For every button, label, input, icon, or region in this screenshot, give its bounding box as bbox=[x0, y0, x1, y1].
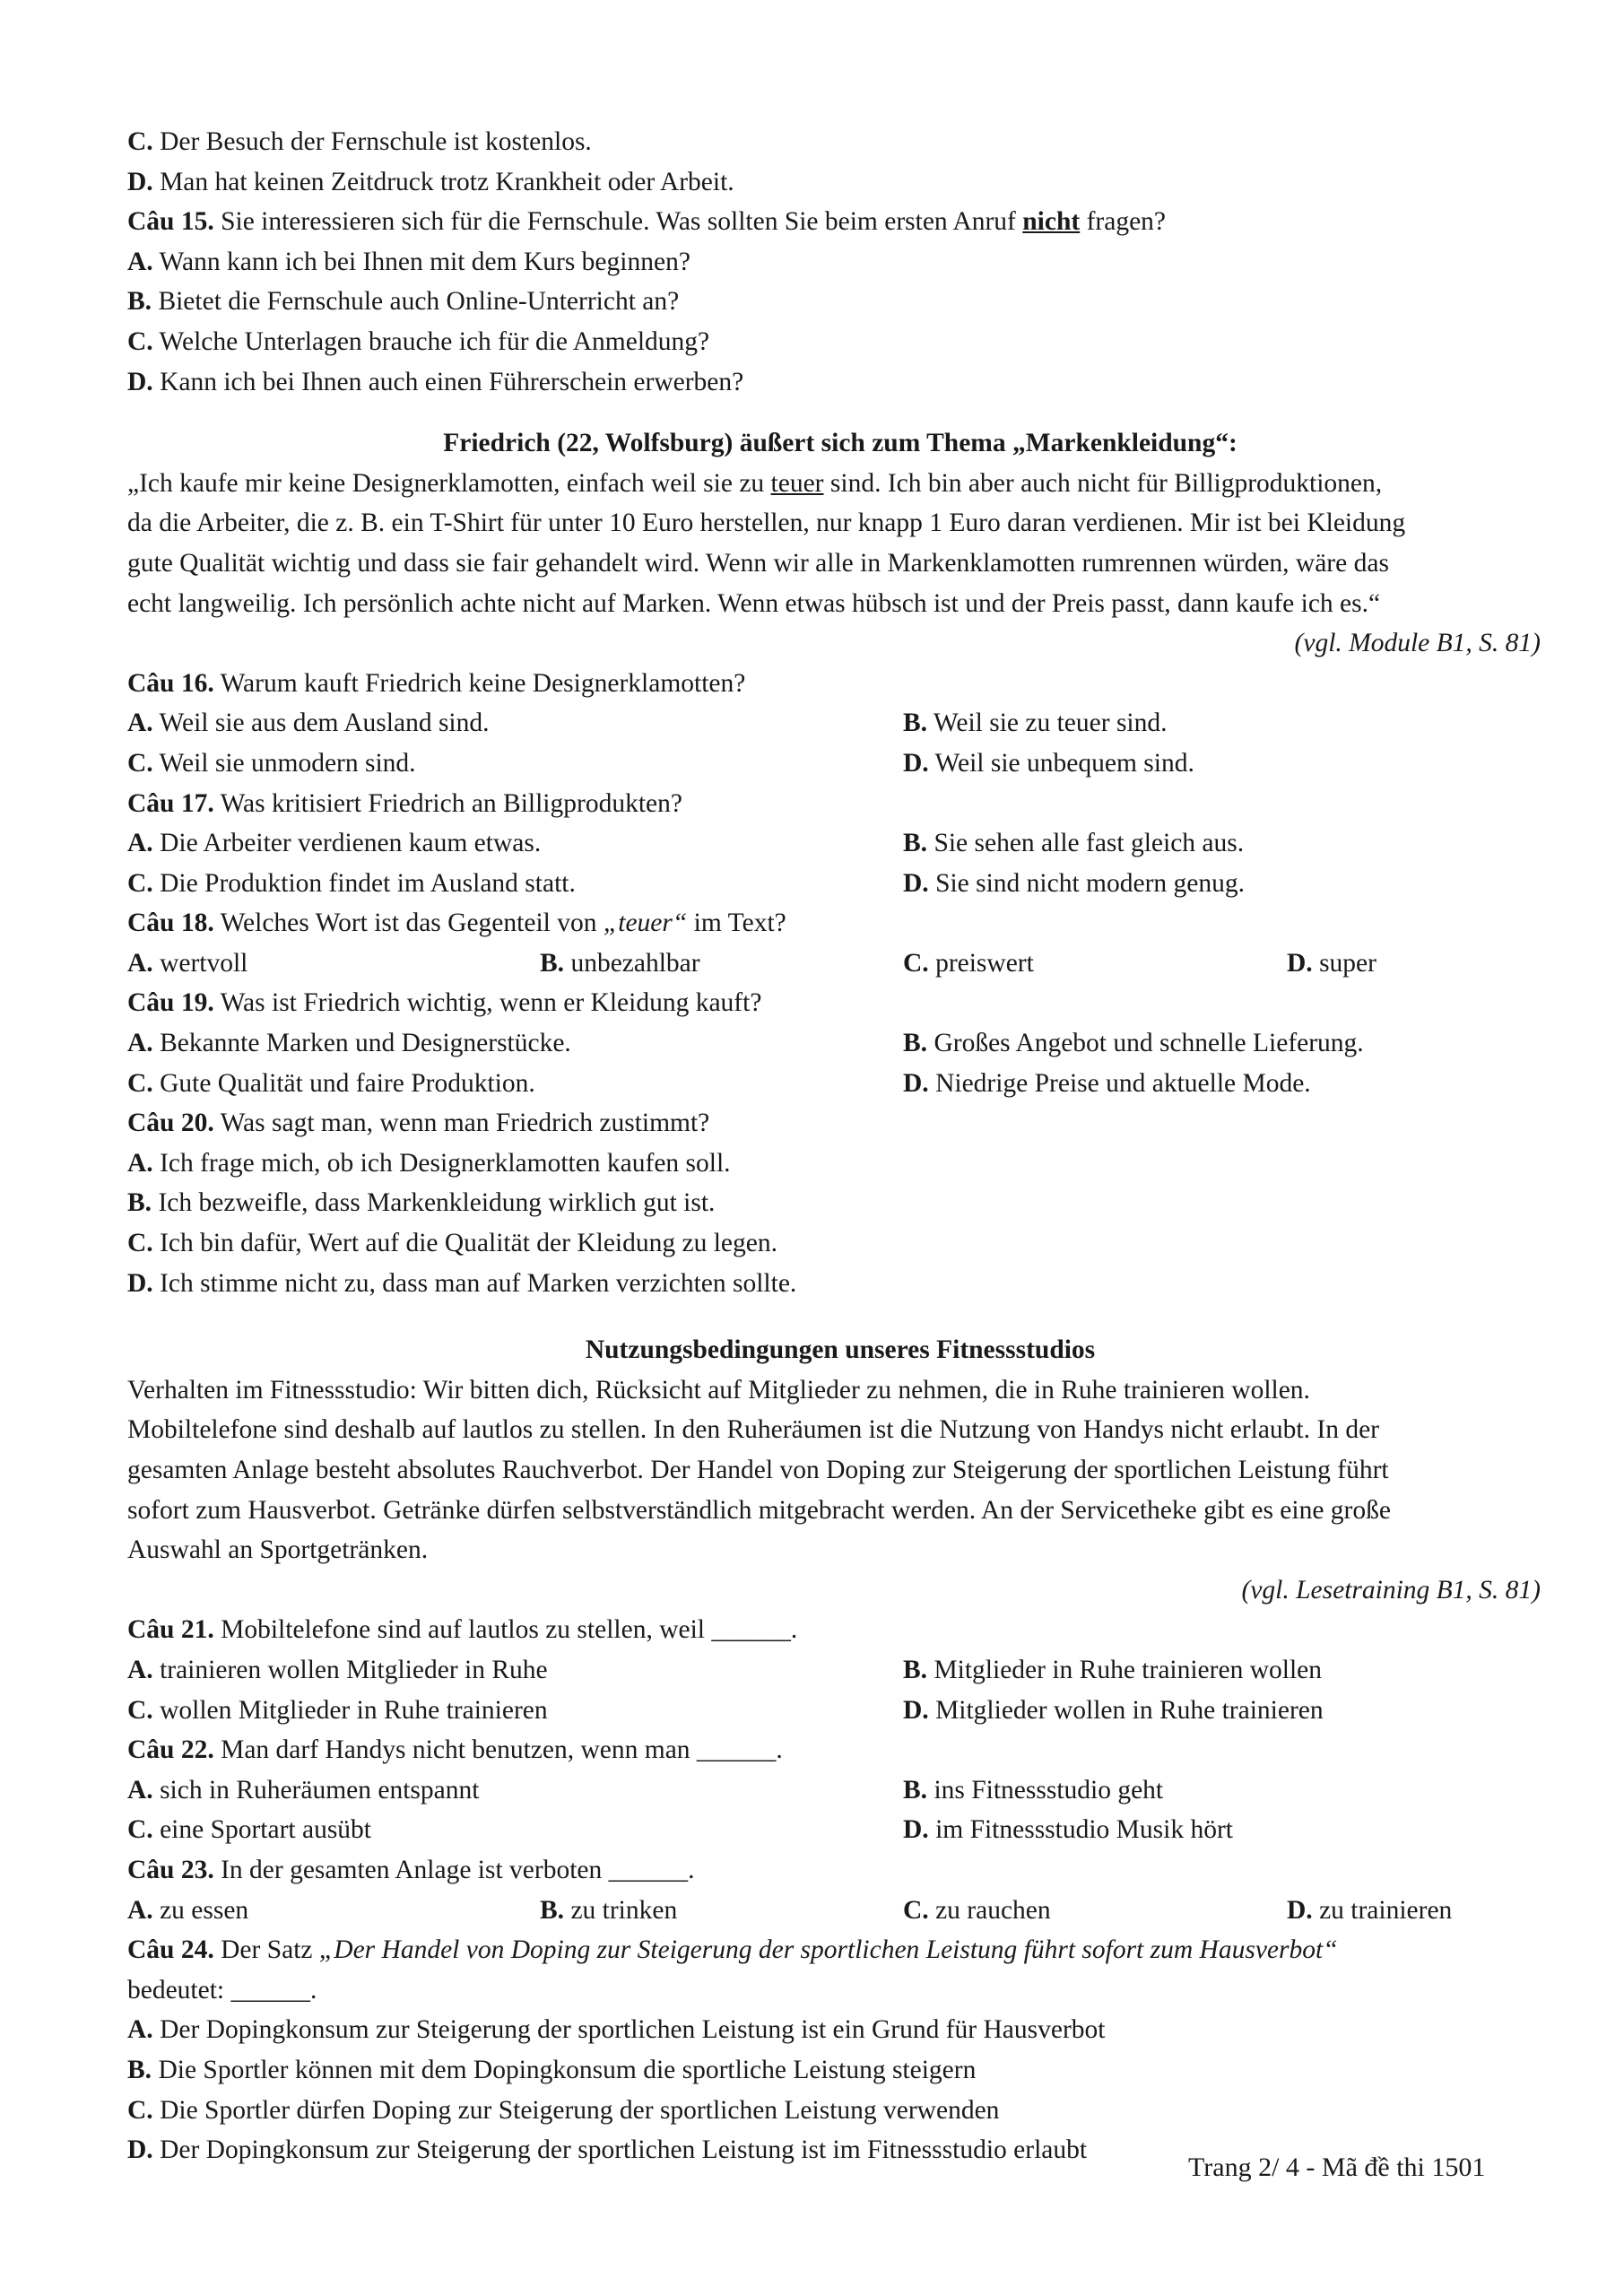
option-c: Weil sie unmodern sind. bbox=[159, 748, 416, 778]
option-d: Niedrige Preise und aktuelle Mode. bbox=[935, 1068, 1311, 1098]
option-b: Mitglieder in Ruhe trainieren wollen bbox=[934, 1655, 1322, 1684]
question-16 bbox=[127, 664, 1553, 704]
option-row: C. Gute Qualität und faire Produktion. D. Niedrige Preise und aktuelle Mode. bbox=[127, 1068, 1311, 1098]
question-text: fragen? bbox=[1080, 207, 1167, 237]
passage-line: Verhalten im Fitnessstudio: Wir bitten dich, Rücksicht auf Mitglieder zu nehmen, die in Ruhe trainieren wollen. bbox=[127, 1375, 1310, 1405]
option-c: eine Sportart ausübt bbox=[160, 1815, 372, 1845]
passage-line: echt langweilig. Ich persönlich achte nicht auf Marken. Wenn etwas hübsch ist und der Preis passt, dann kaufe ich es.“ bbox=[127, 588, 1381, 618]
option-b: Weil sie zu teuer sind. bbox=[933, 709, 1168, 738]
option-d: Sie sind nicht modern genug. bbox=[935, 868, 1246, 898]
question-23 bbox=[127, 1850, 1553, 1891]
question-19 bbox=[127, 983, 1553, 1023]
option-a: Weil sie aus dem Ausland sind. bbox=[159, 709, 490, 738]
option-b: Ich bezweifle, dass Markenkleidung wirklich gut ist. bbox=[158, 1188, 716, 1218]
option-line bbox=[127, 122, 1553, 162]
option-a: trainieren wollen Mitglieder in Ruhe bbox=[160, 1655, 548, 1684]
option-row: A. Die Arbeiter verdienen kaum etwas. B. Sie sehen alle fast gleich aus. bbox=[127, 829, 1245, 858]
option-b: Sie sehen alle fast gleich aus. bbox=[934, 829, 1245, 858]
option-text: Wann kann ich bei Ihnen mit dem Kurs beginnen? bbox=[159, 247, 690, 276]
option-row: C. wollen Mitglieder in Ruhe trainieren D. Mitglieder wollen in Ruhe trainieren bbox=[127, 1695, 1324, 1725]
passage-source: (vgl. Module B1, S. 81) bbox=[1294, 629, 1541, 658]
option-line: C. Ich bin dafür, Wert auf die Qualität der Kleidung zu legen. bbox=[127, 1229, 777, 1258]
option-c: Ich bin dafür, Wert auf die Qualität der Kleidung zu legen. bbox=[160, 1229, 777, 1258]
option-row: C. eine Sportart ausübt D. im Fitnessstudio Musik hört bbox=[127, 1815, 1233, 1845]
passage-title: Friedrich (22, Wolfsburg) äußert sich zum Thema „Markenkleidung“: bbox=[443, 429, 1238, 458]
option-d: im Fitnessstudio Musik hört bbox=[935, 1815, 1233, 1845]
option-row: A. sich in Ruheräumen entspannt B. ins Fitnessstudio geht bbox=[127, 1775, 1164, 1805]
option-text: Kann ich bei Ihnen auch einen Führerschein erwerben? bbox=[160, 367, 744, 396]
question-21 bbox=[127, 1610, 1553, 1650]
option-b: ins Fitnessstudio geht bbox=[934, 1775, 1164, 1805]
option-c: wollen Mitglieder in Ruhe trainieren bbox=[160, 1695, 548, 1725]
option-a: zu essen bbox=[160, 1895, 249, 1925]
passage-line: gute Qualität wichtig und dass sie fair gehandelt wird. Wenn wir alle in Markenklamotten rumrennen würden, wäre das bbox=[127, 548, 1389, 578]
option-line: D. Der Dopingkonsum zur Steigerung der sportlichen Leistung ist im Fitnessstudio erlaubt bbox=[127, 2135, 1088, 2165]
question-text: Warum kauft Friedrich keine Designerklamotten? bbox=[220, 668, 746, 698]
option-row: A. Bekannte Marken und Designerstücke. B. Großes Angebot und schnelle Lieferung. bbox=[127, 1029, 1364, 1058]
passage-line: Mobiltelefone sind deshalb auf lautlos zu stellen. In den Ruheräumen ist die Nutzung von Handys nicht erlaubt. In der bbox=[127, 1415, 1379, 1445]
passage-line: sofort zum Hausverbot. Getränke dürfen selbstverständlich mitgebracht werden. An der Servicetheke gibt es eine große bbox=[127, 1495, 1391, 1525]
question-17 bbox=[127, 784, 1553, 824]
question-number: Câu 24. bbox=[127, 1935, 214, 1965]
question-number: Câu 16. bbox=[127, 668, 214, 698]
option-c: Gute Qualität und faire Produktion. bbox=[160, 1068, 535, 1098]
option-d: Ich stimme nicht zu, dass man auf Marken verzichten sollte. bbox=[160, 1268, 797, 1298]
passage-title: Nutzungsbedingungen unseres Fitnessstudios bbox=[585, 1335, 1096, 1365]
passage-line: „Ich kaufe mir keine Designerklamotten, einfach weil sie zu teuer sind. Ich bin aber auch nicht für Billigproduktionen, bbox=[127, 468, 1383, 498]
question-text: Mobiltelefone sind auf lautlos zu stellen, weil ______. bbox=[221, 1615, 798, 1645]
option-line: B. Die Sportler können mit dem Dopingkonsum die sportliche Leistung steigern bbox=[127, 2055, 977, 2084]
option-a: Bekannte Marken und Designerstücke. bbox=[160, 1029, 571, 1058]
option-row: C. Weil sie unmodern sind. D. Weil sie unbequem sind. bbox=[127, 748, 1194, 778]
question-emphasis: nicht bbox=[1022, 207, 1081, 237]
option-row: A. trainieren wollen Mitglieder in Ruhe B. Mitglieder in Ruhe trainieren wollen bbox=[127, 1655, 1322, 1684]
question-number: Câu 17. bbox=[127, 788, 214, 818]
option-line bbox=[127, 282, 1553, 322]
option-c: zu rauchen bbox=[935, 1895, 1051, 1925]
question-24 bbox=[127, 1930, 1553, 1970]
question-text: Was sagt man, wenn man Friedrich zustimmt? bbox=[220, 1109, 710, 1138]
option-line: A. Ich frage mich, ob ich Designerklamotten kaufen soll. bbox=[127, 1148, 731, 1178]
option-line: C. Die Sportler dürfen Doping zur Steigerung der sportlichen Leistung verwenden bbox=[127, 2095, 1000, 2125]
option-label: A. bbox=[127, 247, 153, 276]
question-number: Câu 21. bbox=[127, 1615, 214, 1645]
option-line: B. Ich bezweifle, dass Markenkleidung wirklich gut ist. bbox=[127, 1188, 716, 1218]
option-a: Der Dopingkonsum zur Steigerung der sportlichen Leistung ist ein Grund für Hausverbot bbox=[160, 2015, 1106, 2045]
question-text: Was kritisiert Friedrich an Billigprodukten? bbox=[220, 788, 682, 818]
question-text: Der Satz bbox=[221, 1935, 319, 1965]
option-row: C. Die Produktion findet im Ausland statt. D. Sie sind nicht modern genug. bbox=[127, 868, 1246, 898]
option-text: Man hat keinen Zeitdruck trotz Krankheit oder Arbeit. bbox=[160, 167, 734, 196]
option-a: Die Arbeiter verdienen kaum etwas. bbox=[160, 829, 542, 858]
question-20 bbox=[127, 1103, 1553, 1144]
option-b: Die Sportler können mit dem Dopingkonsum die sportliche Leistung steigern bbox=[158, 2055, 977, 2084]
option-a: wertvoll bbox=[160, 948, 248, 978]
option-label: C. bbox=[127, 326, 153, 356]
option-a: Ich frage mich, ob ich Designerklamotten kaufen soll. bbox=[160, 1148, 731, 1178]
option-line: D. Ich stimme nicht zu, dass man auf Marken verzichten sollte. bbox=[127, 1268, 797, 1298]
question-text: In der gesamten Anlage ist verboten ______. bbox=[221, 1855, 695, 1884]
underlined-word: teuer bbox=[770, 468, 824, 498]
option-label: D. bbox=[127, 367, 153, 396]
option-b: zu trinken bbox=[570, 1895, 678, 1925]
question-number: Câu 20. bbox=[127, 1109, 214, 1138]
option-d: Der Dopingkonsum zur Steigerung der sportlichen Leistung ist im Fitnessstudio erlaubt bbox=[160, 2135, 1088, 2165]
option-row: A. zu essen B. zu trinken C. zu rauchen D. zu trainieren bbox=[127, 1895, 1453, 1925]
question-15 bbox=[127, 202, 1553, 242]
option-d: Weil sie unbequem sind. bbox=[934, 748, 1194, 778]
option-line bbox=[127, 322, 1553, 362]
option-line bbox=[127, 162, 1553, 203]
question-24-cont: bedeutet: ______. bbox=[127, 1975, 317, 2005]
option-text: Welche Unterlagen brauche ich für die Anmeldung? bbox=[159, 326, 710, 356]
exam-page bbox=[127, 122, 1553, 2170]
option-d: Mitglieder wollen in Ruhe trainieren bbox=[935, 1695, 1324, 1725]
question-quote: „teuer“ bbox=[603, 909, 688, 938]
question-text: Sie interessieren sich für die Fernschule. Was sollten Sie beim ersten Anruf bbox=[221, 207, 1023, 237]
option-label: B. bbox=[127, 287, 152, 317]
option-line bbox=[127, 362, 1553, 403]
question-number: Câu 15. bbox=[127, 207, 214, 237]
question-quote: „Der Handel von Doping zur Steigerung der sportlichen Leistung führt sofort zum Hausverbot“ bbox=[318, 1935, 1338, 1965]
option-b: Großes Angebot und schnelle Lieferung. bbox=[934, 1029, 1364, 1058]
option-label: C. bbox=[127, 127, 153, 156]
option-row: A. wertvoll B. unbezahlbar C. preiswert D. super bbox=[127, 948, 1376, 978]
option-d: zu trainieren bbox=[1319, 1895, 1453, 1925]
option-b: unbezahlbar bbox=[570, 948, 700, 978]
page-footer: Trang 2/ 4 - Mã đề thi 1501 bbox=[1188, 2152, 1486, 2182]
option-text: Bietet die Fernschule auch Online-Unterricht an? bbox=[158, 287, 680, 317]
question-22 bbox=[127, 1730, 1553, 1770]
option-d: super bbox=[1319, 948, 1376, 978]
option-c: Die Produktion findet im Ausland statt. bbox=[160, 868, 576, 898]
passage-line: Auswahl an Sportgetränken. bbox=[127, 1535, 429, 1565]
option-a: sich in Ruheräumen entspannt bbox=[160, 1775, 480, 1805]
passage-line: gesamten Anlage besteht absolutes Rauchverbot. Der Handel von Doping zur Steigerung der sportlichen Leistung führt bbox=[127, 1456, 1389, 1484]
passage-line: da die Arbeiter, die z. B. ein T-Shirt für unter 10 Euro herstellen, nur knapp 1 Euro daran verdienen. Mir ist bei Kleidung bbox=[127, 509, 1406, 538]
passage-source: (vgl. Lesetraining B1, S. 81) bbox=[1241, 1575, 1541, 1605]
question-text: Welches Wort ist das Gegenteil von bbox=[220, 909, 604, 938]
option-c: preiswert bbox=[935, 948, 1034, 978]
question-text: Man darf Handys nicht benutzen, wenn man ______. bbox=[221, 1735, 783, 1765]
option-text: Der Besuch der Fernschule ist kostenlos. bbox=[160, 127, 592, 156]
question-18: Câu 18. Welches Wort ist das Gegenteil von „teuer“ im Text? bbox=[127, 909, 786, 938]
question-number: Câu 19. bbox=[127, 988, 214, 1018]
option-line: A. Der Dopingkonsum zur Steigerung der sportlichen Leistung ist ein Grund für Hausverbot bbox=[127, 2015, 1106, 2045]
option-line bbox=[127, 242, 1553, 283]
question-number: Câu 22. bbox=[127, 1735, 214, 1765]
question-text: Was ist Friedrich wichtig, wenn er Kleidung kauft? bbox=[220, 988, 762, 1018]
option-row: A. Weil sie aus dem Ausland sind. B. Weil sie zu teuer sind. bbox=[127, 709, 1168, 738]
question-number: Câu 23. bbox=[127, 1855, 214, 1884]
question-number: Câu 18. bbox=[127, 909, 214, 938]
option-c: Die Sportler dürfen Doping zur Steigerung der sportlichen Leistung verwenden bbox=[160, 2095, 1000, 2125]
option-label: D. bbox=[127, 167, 153, 196]
